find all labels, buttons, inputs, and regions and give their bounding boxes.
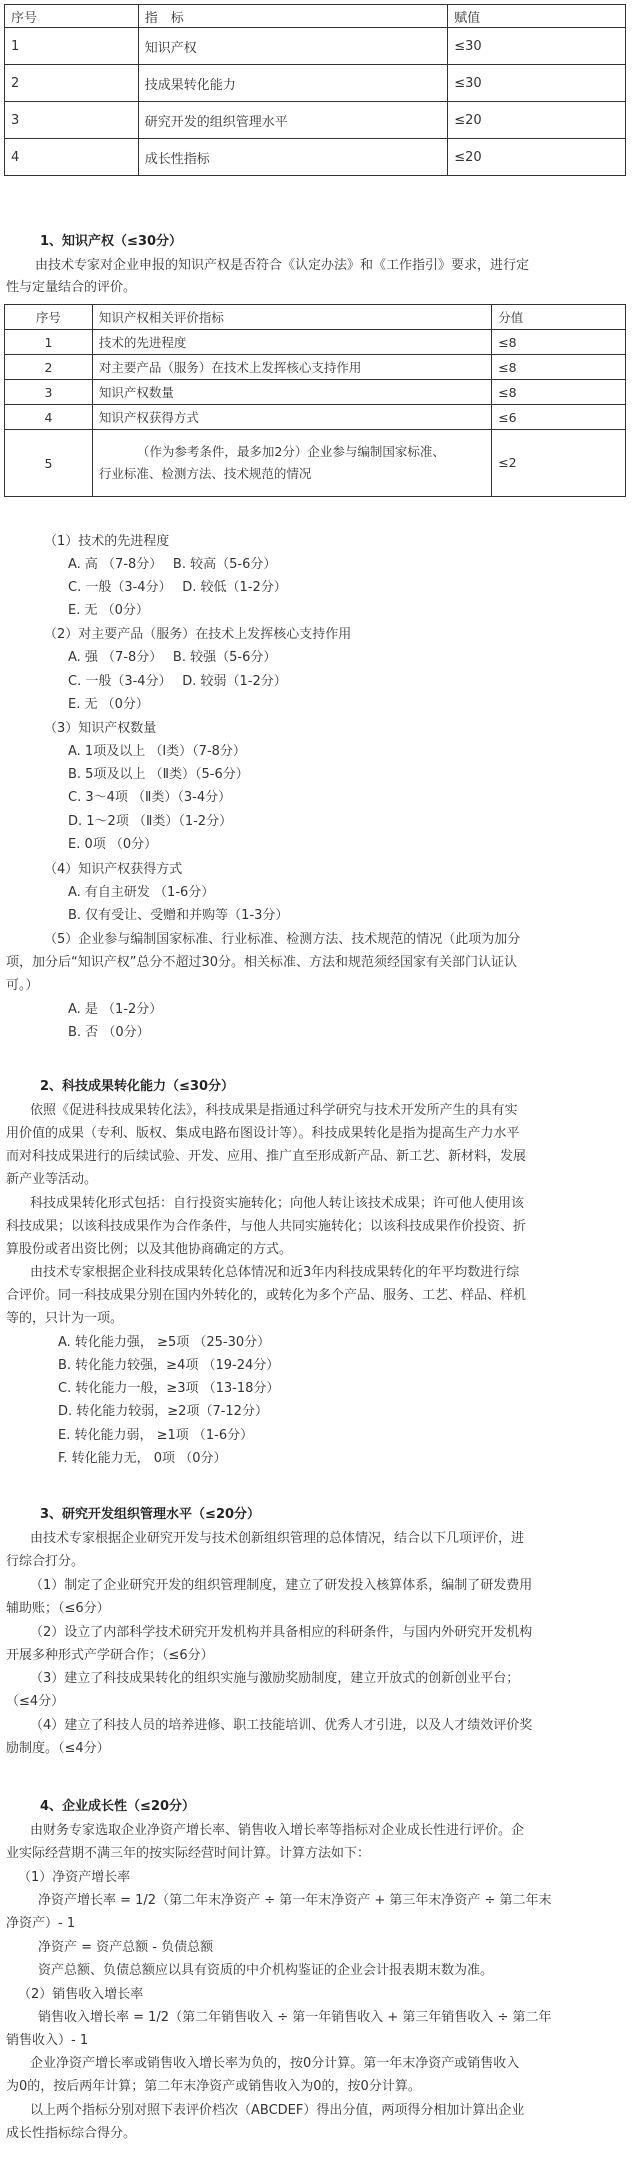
paragraph-line: 而对科技成果进行的后续试验、开发、应用、推广直至形成新产品、新工艺、新材料，发展 bbox=[6, 1149, 527, 1164]
paragraph-line: （4）建立了科技人员的培养进修、职工技能培训、优秀人才引进，以及人才绩效评价奖 bbox=[30, 1718, 533, 1733]
table-cell: ≤6 bbox=[492, 405, 626, 430]
list-item: A. 强 （7-8分） B. 较强（5-6分） bbox=[68, 650, 277, 665]
list-item: 项，加分后“知识产权”总分不超过30分。相关标准、方法和规范须经国家有关部门认证认 bbox=[6, 955, 518, 970]
section-1-title: 1、知识产权（≤30分） bbox=[40, 234, 183, 249]
list-item: D. 1～2项 （Ⅱ类）（1-2分） bbox=[68, 814, 233, 829]
table-cell bbox=[92, 430, 491, 497]
table-row bbox=[5, 28, 626, 65]
list-item: （2）对主要产品（服务）在技术上发挥核心支持作用 bbox=[44, 627, 352, 642]
list-item: D. 转化能力较弱，≥2项（7-12分） bbox=[58, 1404, 268, 1419]
table-cell: 研究开发的组织管理水平 bbox=[138, 102, 447, 139]
list-item: （1）技术的先进程度 bbox=[44, 534, 170, 549]
paragraph-line: 由技术专家根据企业研究开发与技术创新组织管理的总体情况，结合以下几项评价，进 bbox=[30, 1531, 525, 1546]
table-row bbox=[5, 102, 626, 139]
list-item: A. 高 （7-8分） B. 较高（5-6分） bbox=[68, 557, 277, 572]
paragraph-line: （1）制定了企业研究开发的组织管理制度，建立了研发投入核算体系，编制了研发费用 bbox=[30, 1578, 533, 1593]
list-item: （5）企业参与编制国家标准、行业标准、检测方法、技术规范的情况（此项为加分 bbox=[44, 932, 521, 947]
table-row bbox=[5, 139, 626, 176]
paragraph-line: 销售收入）- 1 bbox=[6, 2033, 89, 2048]
table-cell: 技术的先进程度 bbox=[92, 330, 491, 355]
table-cell: 3 bbox=[5, 380, 93, 405]
table-header-row bbox=[5, 305, 626, 330]
table-row bbox=[5, 330, 626, 355]
list-item: （3）知识产权数量 bbox=[44, 721, 157, 736]
table-cell: 3 bbox=[5, 102, 139, 139]
list-item: C. 一般（3-4分） D. 较低（1-2分） bbox=[68, 580, 287, 595]
header-cell: 序号 bbox=[5, 305, 93, 330]
paragraph-line: （2）销售收入增长率 bbox=[18, 1987, 144, 2002]
header-cell: 知识产权相关评价指标 bbox=[92, 305, 491, 330]
paragraph-line: 科技成果转化形式包括：自行投资实施转化；向他人转让该技术成果；许可他人使用该 bbox=[30, 1196, 525, 1211]
table-row bbox=[5, 380, 626, 405]
list-item: E. 转化能力弱， ≥1项 （1-6分） bbox=[58, 1428, 254, 1443]
table-cell: 技成果转化能力 bbox=[138, 65, 447, 102]
table-cell: 2 bbox=[5, 65, 139, 102]
paragraph-line: 开展多种形式产学研合作；（≤6分） bbox=[6, 1648, 214, 1663]
list-item: B. 5项及以上 （Ⅱ类）（5-6分） bbox=[68, 767, 249, 782]
table-cell: ≤20 bbox=[448, 139, 626, 176]
table-cell: 2 bbox=[5, 355, 93, 380]
list-item: F. 转化能力无， 0项 （0分） bbox=[58, 1451, 227, 1466]
list-item: A. 转化能力强， ≥5项 （25-30分） bbox=[58, 1335, 271, 1350]
paragraph-line: 由技术专家对企业申报的知识产权是否符合《认定办法》和《工作指引》要求，进行定 bbox=[22, 258, 530, 273]
table-cell: 4 bbox=[5, 139, 139, 176]
paragraph-line: 净资产增长率 = 1/2（第二年末净资产 ÷ 第一年末净资产 + 第三年末净资产 ÷ 第二年末 bbox=[38, 1893, 552, 1908]
list-item: E. 无 （0分） bbox=[68, 603, 149, 618]
list-item: C. 转化能力一般，≥3项 （13-18分） bbox=[58, 1381, 280, 1396]
table-cell: ≤8 bbox=[492, 355, 626, 380]
table-row bbox=[5, 405, 626, 430]
paragraph-line: 行综合打分。 bbox=[6, 1554, 85, 1569]
ip-evaluation-table bbox=[4, 304, 626, 497]
section-4-title: 4、企业成长性（≤20分） bbox=[40, 1799, 196, 1814]
paragraph-line: 辅助账；（≤6分） bbox=[6, 1601, 110, 1616]
table-cell: ≤30 bbox=[448, 65, 626, 102]
table-cell: 1 bbox=[5, 28, 139, 65]
paragraph-line: 励制度。（≤4分） bbox=[6, 1741, 110, 1756]
cell-line: 行业标准、检测方法、技术规范的情况 bbox=[98, 466, 312, 481]
list-item: A. 1项及以上 （Ⅰ类）（7-8分） bbox=[68, 744, 246, 759]
paragraph-line: 企业净资产增长率或销售收入增长率为负的，按0分计算。第一年末净资产或销售收入 bbox=[30, 2056, 520, 2071]
header-cell: 分值 bbox=[492, 305, 626, 330]
paragraph-line: （1）净资产增长率 bbox=[18, 1870, 131, 1885]
table-cell: 1 bbox=[5, 330, 93, 355]
table-cell: ≤20 bbox=[448, 102, 626, 139]
list-item: A. 有自主研发 （1-6分） bbox=[68, 885, 215, 900]
paragraph-line: 合评价。同一科技成果分别在国内外转化的，或转化为多个产品、服务、工艺、样品、样机 bbox=[6, 1288, 527, 1303]
paragraph-line: 成长性指标综合得分。 bbox=[6, 2126, 137, 2141]
paragraph-line: （≤4分） bbox=[6, 1694, 65, 1709]
paragraph-line: 用价值的成果（专利、版权、集成电路布图设计等）。科技成果转化是指为提高生产力水平 bbox=[6, 1126, 520, 1141]
table-cell: ≤8 bbox=[492, 380, 626, 405]
table-header-row bbox=[5, 5, 626, 28]
paragraph-line: 销售收入增长率 = 1/2（第二年销售收入 ÷ 第一年销售收入 + 第三年销售收入 ÷ 第二年 bbox=[38, 2010, 552, 2025]
list-item: B. 否 （0分） bbox=[68, 1025, 150, 1040]
paragraph-line: 净资产）- 1 bbox=[6, 1916, 76, 1931]
header-cell: 指 标 bbox=[138, 5, 447, 28]
paragraph-line: （2）设立了内部科学技术研究开发机构并具备相应的科研条件，与国内外研究开发机构 bbox=[30, 1625, 533, 1640]
paragraph-line: 资产总额、负债总额应以具有资质的中介机构鉴证的企业会计报表期末数为准。 bbox=[38, 1963, 494, 1978]
table-cell: 知识产权数量 bbox=[92, 380, 491, 405]
table-cell: 5 bbox=[5, 430, 93, 497]
paragraph-line: 业实际经营期不满三年的按实际经营时间计算。计算方法如下： bbox=[6, 1846, 371, 1861]
table-row bbox=[5, 430, 626, 497]
paragraph-line: 性与定量结合的评价。 bbox=[6, 280, 137, 295]
list-item: C. 3～4项 （Ⅱ类）（3-4分） bbox=[68, 790, 232, 805]
header-cell: 序号 bbox=[5, 5, 139, 28]
paragraph-line: （3）建立了科技成果转化的组织实施与激励奖励制度，建立开放式的创新创业平台； bbox=[30, 1671, 520, 1686]
table-cell: ≤8 bbox=[492, 330, 626, 355]
paragraph-line: 由技术专家根据企业科技成果转化总体情况和近3年内科技成果转化的年平均数进行综 bbox=[30, 1265, 520, 1280]
indicator-summary-table bbox=[4, 4, 626, 176]
list-item: C. 一般（3-4分） D. 较弱（1-2分） bbox=[68, 674, 287, 689]
section-2-title: 2、科技成果转化能力（≤30分） bbox=[40, 1079, 235, 1094]
table-row bbox=[5, 65, 626, 102]
table-cell: 成长性指标 bbox=[138, 139, 447, 176]
table-cell: ≤2 bbox=[492, 430, 626, 497]
paragraph-line: 算股份或者出资比例；以及其他协商确定的方式。 bbox=[6, 1242, 293, 1257]
paragraph-line: 依照《促进科技成果转化法》，科技成果是指通过科学研究与技术开发所产生的具有实 bbox=[30, 1103, 518, 1118]
paragraph-line: 以上两个指标分别对照下表评价档次（ABCDEF）得出分值，两项得分相加计算出企业 bbox=[30, 2103, 525, 2118]
list-item: （4）知识产权获得方式 bbox=[44, 862, 183, 877]
list-item: E. 无 （0分） bbox=[68, 697, 149, 712]
table-cell: 知识产权 bbox=[138, 28, 447, 65]
paragraph-line: 由财务专家选取企业净资产增长率、销售收入增长率等指标对企业成长性进行评价。企 bbox=[30, 1823, 525, 1838]
table-cell: 知识产权获得方式 bbox=[92, 405, 491, 430]
paragraph-line: 为0的，按后两年计算；第二年末净资产或销售收入为0的，按0分计算。 bbox=[6, 2079, 421, 2094]
paragraph-line: 净资产 = 资产总额 - 负债总额 bbox=[38, 1940, 214, 1955]
list-item: B. 仅有受让、受赠和并购等（1-3分） bbox=[68, 908, 289, 923]
list-item: A. 是 （1-2分） bbox=[68, 1002, 163, 1017]
section-3-title: 3、研究开发组织管理水平（≤20分） bbox=[40, 1507, 261, 1522]
cell-line: （作为参考条件，最多加2分）企业参与编制国家标准、 bbox=[136, 444, 445, 459]
list-item: E. 0项 （0分） bbox=[68, 837, 158, 852]
paragraph-line: 科技成果；以该科技成果作为合作条件，与他人共同实施转化；以该科技成果作价投资、折 bbox=[6, 1219, 527, 1234]
paragraph-line: 等的，只计为一项。 bbox=[6, 1311, 124, 1326]
list-item: 可。） bbox=[6, 978, 39, 993]
table-row bbox=[5, 355, 626, 380]
list-item: B. 转化能力较强，≥4项 （19-24分） bbox=[58, 1358, 280, 1373]
table-cell: ≤30 bbox=[448, 28, 626, 65]
table-cell: 对主要产品（服务）在技术上发挥核心支持作用 bbox=[92, 355, 491, 380]
table-cell: 4 bbox=[5, 405, 93, 430]
paragraph-line: 新产业等活动。 bbox=[6, 1172, 98, 1187]
header-cell: 赋值 bbox=[448, 5, 626, 28]
